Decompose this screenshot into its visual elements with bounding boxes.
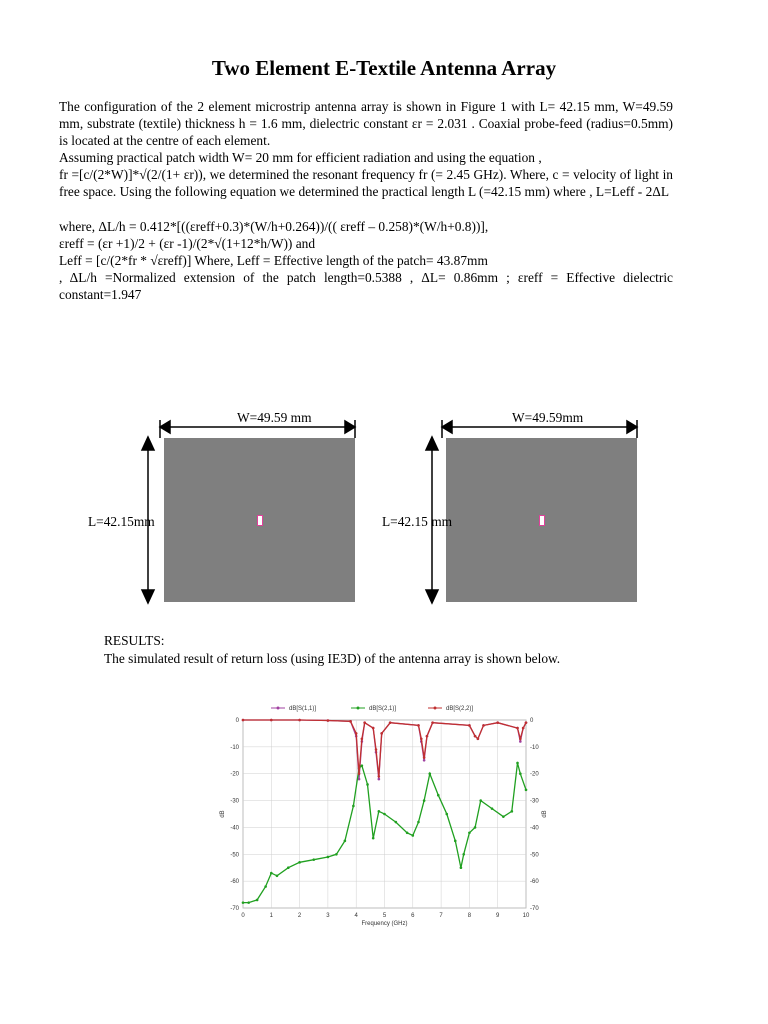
data-point <box>474 826 477 829</box>
x-tick-label: 10 <box>522 913 530 919</box>
equation: εreff = (εr +1)/2 + (εr -1)/(2*√(1+12*h/W)) and <box>59 236 316 251</box>
x-tick-label: 8 <box>467 913 472 919</box>
equation: Leff = [c/(2*fr * √εreff)] Where, Leff = Effective length of the patch= 43.87mm <box>59 253 488 268</box>
y-tick-label-right: -20 <box>530 771 539 778</box>
y-tick-label-right: -10 <box>530 744 539 751</box>
width-label: W=49.59 mm <box>237 410 312 425</box>
equation: , ΔL/h =Normalized extension of the patch length=0.5388 , ΔL= 0.86mm ; εreff = Effective dielectric constant=1.947 <box>59 270 673 302</box>
y-tick-label: 0 <box>235 718 239 724</box>
paragraph: Assuming practical patch width W= 20 mm for efficient radiation and using the equation , <box>59 150 542 165</box>
legend-label: dB[S(2,1)] <box>369 706 397 712</box>
data-point <box>312 858 315 861</box>
x-axis-label: Frequency (GHz) <box>361 921 408 927</box>
data-point <box>423 759 426 762</box>
results-text: The simulated result of return loss (using IE3D) of the antenna array is shown below. <box>104 651 561 666</box>
data-point <box>361 764 364 767</box>
y-tick-label: -50 <box>230 852 239 859</box>
data-point <box>462 853 465 856</box>
data-point <box>525 789 528 792</box>
data-point <box>372 727 375 730</box>
data-point <box>420 738 423 741</box>
data-point <box>276 874 279 877</box>
legend-label: dB[S(1,1)] <box>289 706 317 712</box>
data-point <box>395 821 398 824</box>
legend-marker <box>277 707 280 710</box>
y-tick-label: -10 <box>230 744 239 751</box>
data-point <box>361 738 364 741</box>
y-tick-label-right: -50 <box>530 852 539 859</box>
data-point <box>327 719 330 722</box>
data-point <box>389 721 392 724</box>
data-point <box>468 832 471 835</box>
x-tick-label: 3 <box>326 913 330 919</box>
data-point <box>412 834 415 837</box>
x-tick-label: 5 <box>382 913 387 919</box>
data-point <box>474 735 477 738</box>
x-tick-label: 7 <box>439 913 443 919</box>
data-point <box>423 799 426 802</box>
x-tick-label: 2 <box>297 913 302 919</box>
data-point <box>491 807 494 810</box>
data-point <box>502 815 505 818</box>
data-point <box>335 853 338 856</box>
data-point <box>477 738 480 741</box>
data-point <box>516 762 519 765</box>
data-point <box>431 721 434 724</box>
data-point <box>479 799 482 802</box>
data-point <box>383 813 386 816</box>
x-tick-label: 1 <box>269 913 273 919</box>
data-point <box>468 724 471 727</box>
x-tick-label: 4 <box>354 913 358 919</box>
data-point <box>366 783 369 786</box>
data-point <box>264 885 267 888</box>
data-point <box>454 840 457 843</box>
results-heading: RESULTS: <box>104 633 165 648</box>
data-point <box>406 832 409 835</box>
data-point <box>344 840 347 843</box>
x-tick-label: 9 <box>496 913 500 919</box>
data-point <box>372 837 375 840</box>
data-point <box>428 772 431 775</box>
data-point <box>460 866 463 869</box>
data-point <box>417 821 420 824</box>
legend-marker <box>434 707 437 710</box>
data-point <box>511 810 514 813</box>
y-tick-label: -30 <box>230 798 239 805</box>
data-point <box>358 772 361 775</box>
feed-port-2 <box>539 515 545 526</box>
data-point <box>242 719 245 722</box>
data-point <box>423 756 426 759</box>
x-tick-label: 6 <box>411 913 415 919</box>
legend-label: dB[S(2,2)] <box>446 706 474 712</box>
length-label: L=42.15mm <box>88 514 155 529</box>
return-loss-chart <box>216 700 548 927</box>
y-tick-label-right: -60 <box>530 879 539 886</box>
y-tick-label-right: -30 <box>530 798 539 805</box>
data-point <box>445 813 448 816</box>
data-point <box>525 721 528 724</box>
data-point <box>349 720 352 723</box>
data-point <box>437 794 440 797</box>
data-point <box>519 738 522 741</box>
paragraph: The configuration of the 2 element microstrip antenna array is shown in Figure 1 with L= 42.15 mm, W=49.59 mm, substrate (textile) thickness h = 1.6 mm, dielectric constant εr = 2.031 . Coaxial probe-feed (radius=0.5mm) is located at the centre of each element. <box>59 99 673 148</box>
legend-marker <box>357 707 360 710</box>
data-point <box>298 719 301 722</box>
y-tick-label-right: -40 <box>530 825 539 832</box>
data-point <box>522 727 525 730</box>
data-point <box>287 866 290 869</box>
y-tick-label: -70 <box>230 906 239 912</box>
data-point <box>417 724 420 727</box>
data-point <box>355 732 358 735</box>
width-label: W=49.59mm <box>512 410 584 425</box>
data-point <box>426 735 429 738</box>
data-point <box>242 901 245 904</box>
data-point <box>516 727 519 730</box>
y-tick-label: -40 <box>230 825 239 832</box>
results-section <box>104 632 560 668</box>
x-tick-label: 0 <box>241 913 245 919</box>
paragraph: fr =[c/(2*W)]*√(2/(1+ εr)), we determined the resonant frequency fr (= 2.45 GHz). Where, c = velocity of light in free space. Using the following equation we determined the practical length L (=42.15 mm) where , L=Leff - 2ΔL <box>59 167 673 199</box>
data-point <box>380 732 383 735</box>
data-point <box>298 861 301 864</box>
y-axis-label: dB <box>220 810 226 818</box>
data-point <box>256 899 259 902</box>
data-point <box>482 724 485 727</box>
data-point <box>247 901 250 904</box>
data-point <box>270 872 273 875</box>
y-tick-label-right: 0 <box>530 718 534 724</box>
data-point <box>270 719 273 722</box>
equation: where, ΔL/h = 0.412*[((εreff+0.3)*(W/h+0.264))/(( εreff – 0.258)*(W/h+0.8))], <box>59 219 489 234</box>
data-point <box>352 805 355 808</box>
y-tick-label: -20 <box>230 771 239 778</box>
data-point <box>378 778 381 781</box>
data-point <box>519 772 522 775</box>
data-point <box>327 856 330 859</box>
data-point <box>378 775 381 778</box>
data-point <box>375 748 378 751</box>
data-point <box>378 810 381 813</box>
y-tick-label-right: -70 <box>530 906 539 912</box>
y-axis-label-right: dB <box>542 810 548 818</box>
document-title: Two Element E-Textile Antenna Array <box>211 56 557 80</box>
length-label: L=42.15 mm <box>382 514 453 529</box>
data-point <box>496 721 499 724</box>
y-tick-label: -60 <box>230 879 239 886</box>
data-point <box>363 721 366 724</box>
